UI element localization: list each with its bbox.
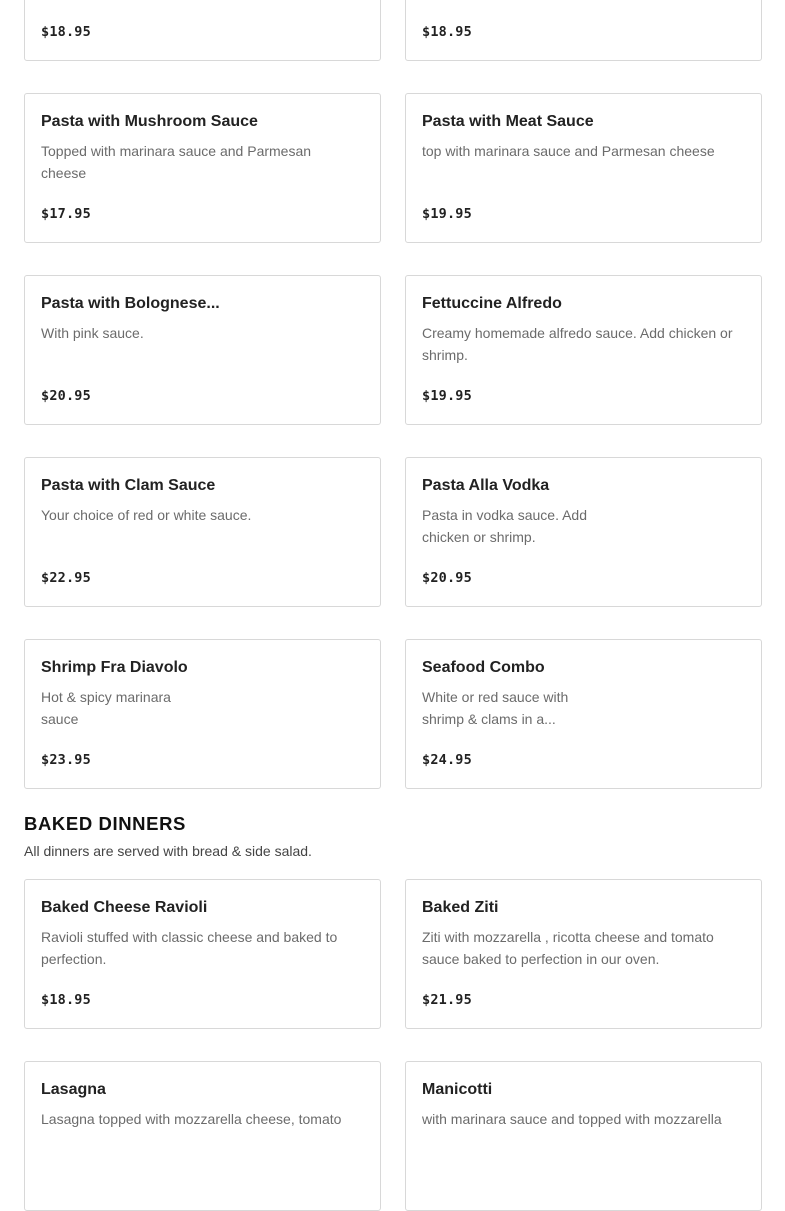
menu-item-description: With pink sauce. xyxy=(41,325,144,341)
menu-item-price: $18.95 xyxy=(41,992,91,1008)
menu-item-price: $19.95 xyxy=(422,206,472,222)
menu-item-name: Lasagna xyxy=(41,1081,106,1098)
menu-item-name: Fettuccine Alfredo xyxy=(422,295,562,312)
menu-item-price: $17.95 xyxy=(41,206,91,222)
menu-item-card[interactable] xyxy=(24,0,381,61)
menu-item-name: Pasta with Mushroom Sauce xyxy=(41,113,258,130)
menu-item-name: Seafood Combo xyxy=(422,659,545,676)
menu-item-card[interactable] xyxy=(24,457,381,607)
menu-item-card[interactable] xyxy=(405,275,762,425)
menu-item-card[interactable] xyxy=(405,93,762,243)
menu-item-name: Baked Ziti xyxy=(422,899,499,916)
menu-item-description: Ravioli stuffed with classic cheese and baked to perfection. xyxy=(41,929,338,967)
menu-item-price: $18.95 xyxy=(41,24,91,40)
menu-item-card[interactable] xyxy=(405,0,762,61)
menu-item-description: Ziti with mozzarella , ricotta cheese and tomato sauce baked to perfection in our oven. xyxy=(422,929,714,967)
menu-item-name: Manicotti xyxy=(422,1081,493,1098)
menu-item-description: Hot & spicy marinara sauce xyxy=(41,689,171,727)
menu-item-price: $24.95 xyxy=(422,752,472,768)
menu-item-card[interactable] xyxy=(405,639,762,789)
menu-item-card[interactable] xyxy=(405,879,762,1029)
menu-item-card[interactable] xyxy=(24,1061,381,1211)
menu-item-name: Pasta Alla Vodka xyxy=(422,477,550,494)
menu-item-name: Baked Cheese Ravioli xyxy=(41,899,208,916)
menu-item-card[interactable] xyxy=(24,879,381,1029)
menu-item-price: $18.95 xyxy=(422,24,472,40)
menu-item-description: Pasta in vodka sauce. Add chicken or shrimp. xyxy=(422,507,587,545)
menu-item-description: Creamy homemade alfredo sauce. Add chicken or shrimp. xyxy=(422,325,733,363)
menu-item-description: White or red sauce with shrimp & clams in a... xyxy=(422,689,569,727)
menu-item-name: Pasta with Clam Sauce xyxy=(41,477,216,494)
menu-item-card[interactable] xyxy=(24,275,381,425)
menu-item-price: $23.95 xyxy=(41,752,91,768)
section-title: BAKED DINNERS xyxy=(24,813,186,834)
menu-item-price: $20.95 xyxy=(422,570,472,586)
section-subtitle: All dinners are served with bread & side salad. xyxy=(24,843,312,859)
menu-item-name: Pasta with Bolognese... xyxy=(41,295,220,312)
menu-item-price: $20.95 xyxy=(41,388,91,404)
menu-item-description: with marinara sauce and topped with mozzarella xyxy=(422,1111,722,1127)
menu-item-card[interactable] xyxy=(405,457,762,607)
menu-item-card[interactable] xyxy=(24,93,381,243)
menu-item-card[interactable] xyxy=(24,639,381,789)
menu-item-description: Topped with marinara sauce and Parmesan cheese xyxy=(41,143,312,181)
menu-item-card[interactable] xyxy=(405,1061,762,1211)
menu-item-name: Pasta with Meat Sauce xyxy=(422,113,594,130)
menu-item-description: top with marinara sauce and Parmesan cheese xyxy=(422,143,715,159)
menu-item-price: $21.95 xyxy=(422,992,472,1008)
menu-item-description: Your choice of red or white sauce. xyxy=(41,507,252,523)
menu-item-price: $19.95 xyxy=(422,388,472,404)
menu-item-description: Lasagna topped with mozzarella cheese, tomato xyxy=(41,1111,342,1127)
menu-item-name: Shrimp Fra Diavolo xyxy=(41,659,188,676)
menu-item-price: $22.95 xyxy=(41,570,91,586)
